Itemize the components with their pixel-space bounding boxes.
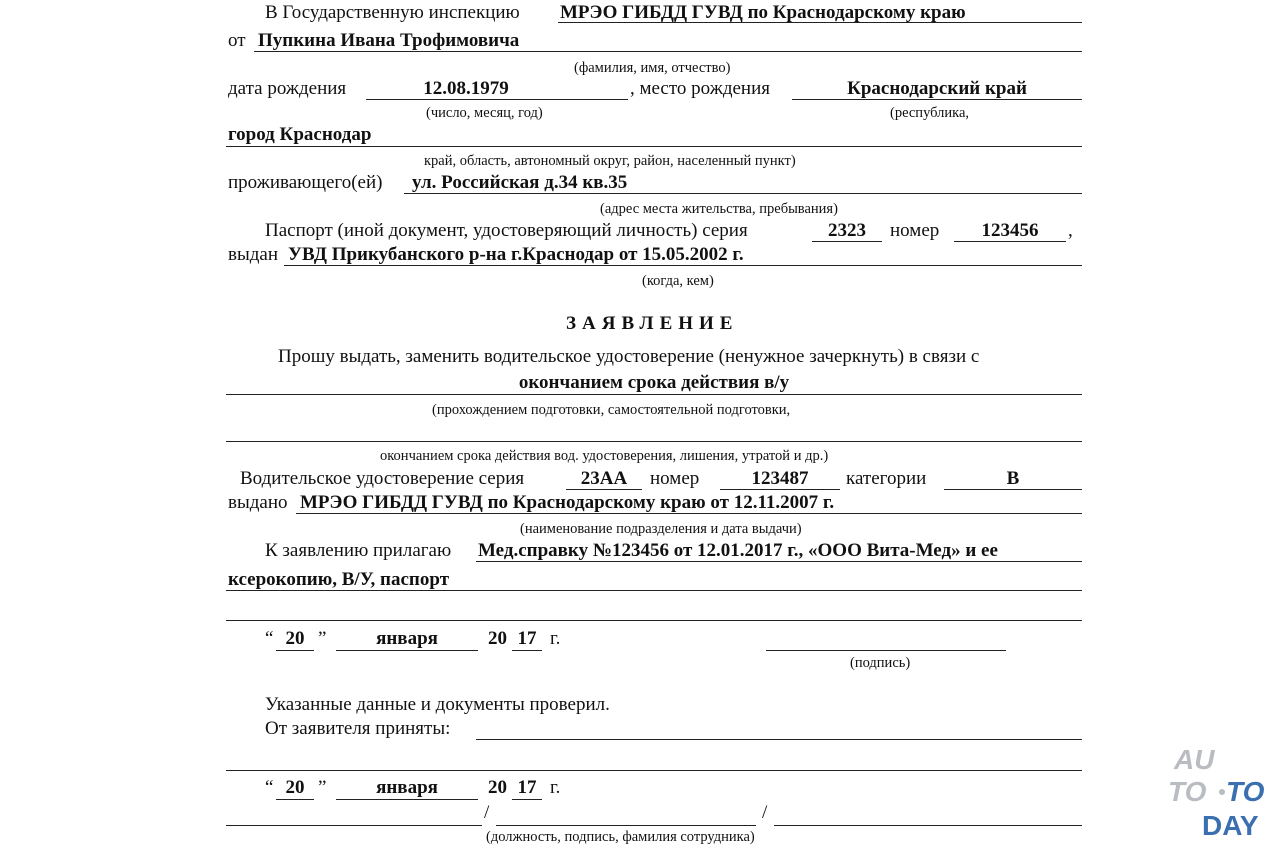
underline-employee-position [226,825,482,826]
date2-year-unit: г. [550,777,561,798]
inspection-name: МРЭО ГИБДД ГУВД по Краснодарскому краю [560,2,966,23]
logo-to-gray: TO [1168,776,1207,807]
slash-1: / [484,802,490,823]
license-issued-caption: (наименование подразделения и дата выдачи) [520,521,802,537]
underline-employee-name [774,825,1082,826]
license-issued-label: выдано [228,492,288,513]
dob-caption: (число, месяц, год) [426,105,543,121]
signature-caption: (подпись) [850,655,911,671]
underline-date1-day [276,650,314,651]
underline-attach-3 [226,620,1082,621]
slash-2: / [762,802,768,823]
date1-month: января [376,628,438,649]
license-number-label: номер [650,468,700,489]
underline-accepted-2 [226,770,1082,771]
logo-day: DAY [1202,810,1259,841]
date2-quote-open: “ [265,777,274,798]
logo-dot [1219,789,1225,795]
date1-quote-open: “ [265,628,274,649]
underline-reason-2 [226,441,1082,442]
attach-label: К заявлению прилагаю [265,540,452,561]
residing-label: проживающего(ей) [228,172,383,193]
fio-caption: (фамилия, имя, отчество) [574,60,731,76]
verification-line-2: От заявителя приняты: [265,718,451,739]
passport-label: Паспорт (иной документ, удостоверяющий личность) серия [265,220,748,241]
passport-number: 123456 [981,220,1039,241]
underline-reason [226,394,1082,395]
underline-date1-month [336,650,478,651]
issued-caption: (когда, кем) [642,273,714,289]
applicant-name: Пупкина Ивана Трофимовича [258,30,520,51]
underline-date2-month [336,799,478,800]
employee-caption: (должность, подпись, фамилия сотрудника) [486,829,755,845]
document-title: ЗАЯВЛЕНИЕ [566,313,739,334]
license-number: 123487 [751,468,809,489]
date1-year-suffix: 17 [517,628,537,649]
address-caption: (адрес места жительства, пребывания) [600,201,838,217]
logo-to-blue: TO [1226,776,1265,807]
place-caption: край, область, автономный округ, район, населенный пункт) [424,153,796,169]
birthplace-label: , место рождения [630,78,770,99]
underline-accepted-1 [476,739,1082,740]
passport-number-label: номер [890,220,940,241]
date2-year-suffix: 17 [517,777,537,798]
dob-label: дата рождения [228,78,347,99]
underline-date2-day [276,799,314,800]
date1-year-prefix: 20 [488,628,507,649]
date2-year-prefix: 20 [488,777,507,798]
date2-month: января [376,777,438,798]
address: ул. Российская д.34 кв.35 [412,172,628,193]
addressee-prefix: В Государственную инспекцию [265,2,520,23]
license-issued-by: МРЭО ГИБДД ГУВД по Краснодарскому краю от 12.11.2007 г. [300,492,835,513]
passport-series: 2323 [828,220,866,241]
issued-label: выдан [228,244,279,265]
license-series: 23АА [580,468,628,489]
passport-issued-by: УВД Прикубанского р-на г.Краснодар от 15.05.2002 г. [288,244,744,265]
attachments-line-2: ксерокопию, В/У, паспорт [228,569,450,590]
license-label: Водительское удостоверение серия [240,468,525,489]
republic-caption: (республика, [890,105,970,121]
category-label: категории [846,468,927,489]
signature-line [766,650,1006,651]
verification-line-1: Указанные данные и документы проверил. [265,694,610,715]
attachments-line-1: Мед.справку №123456 от 12.01.2017 г., «ООО Вита-Мед» и ее [478,540,998,561]
license-category: В [1006,468,1020,489]
birth-date: 12.08.1979 [423,78,509,99]
underline-birthplace-city [226,146,1082,147]
passport-comma: , [1068,220,1073,241]
birthplace-city: город Краснодар [228,124,372,145]
date1-day: 20 [285,628,305,649]
date1-quote-close: ” [318,628,327,649]
from-prefix: от [228,30,246,51]
request-text: Прошу выдать, заменить водительское удостоверение (ненужное зачеркнуть) в связи с [278,346,980,367]
underline-date1-year [512,650,542,651]
logo-au: AU [1174,744,1215,775]
date2-day: 20 [285,777,305,798]
autotoday-logo [1166,741,1276,841]
birthplace-region: Краснодарский край [847,78,1027,99]
reason-caption-1: (прохождением подготовки, самостоятельной подготовки, [432,402,791,418]
date2-quote-close: ” [318,777,327,798]
underline-date2-year [512,799,542,800]
reason: окончанием срока действия в/у [518,372,790,393]
reason-caption-2: окончанием срока действия вод. удостоверения, лишения, утратой и др.) [380,448,829,464]
date1-year-unit: г. [550,628,561,649]
